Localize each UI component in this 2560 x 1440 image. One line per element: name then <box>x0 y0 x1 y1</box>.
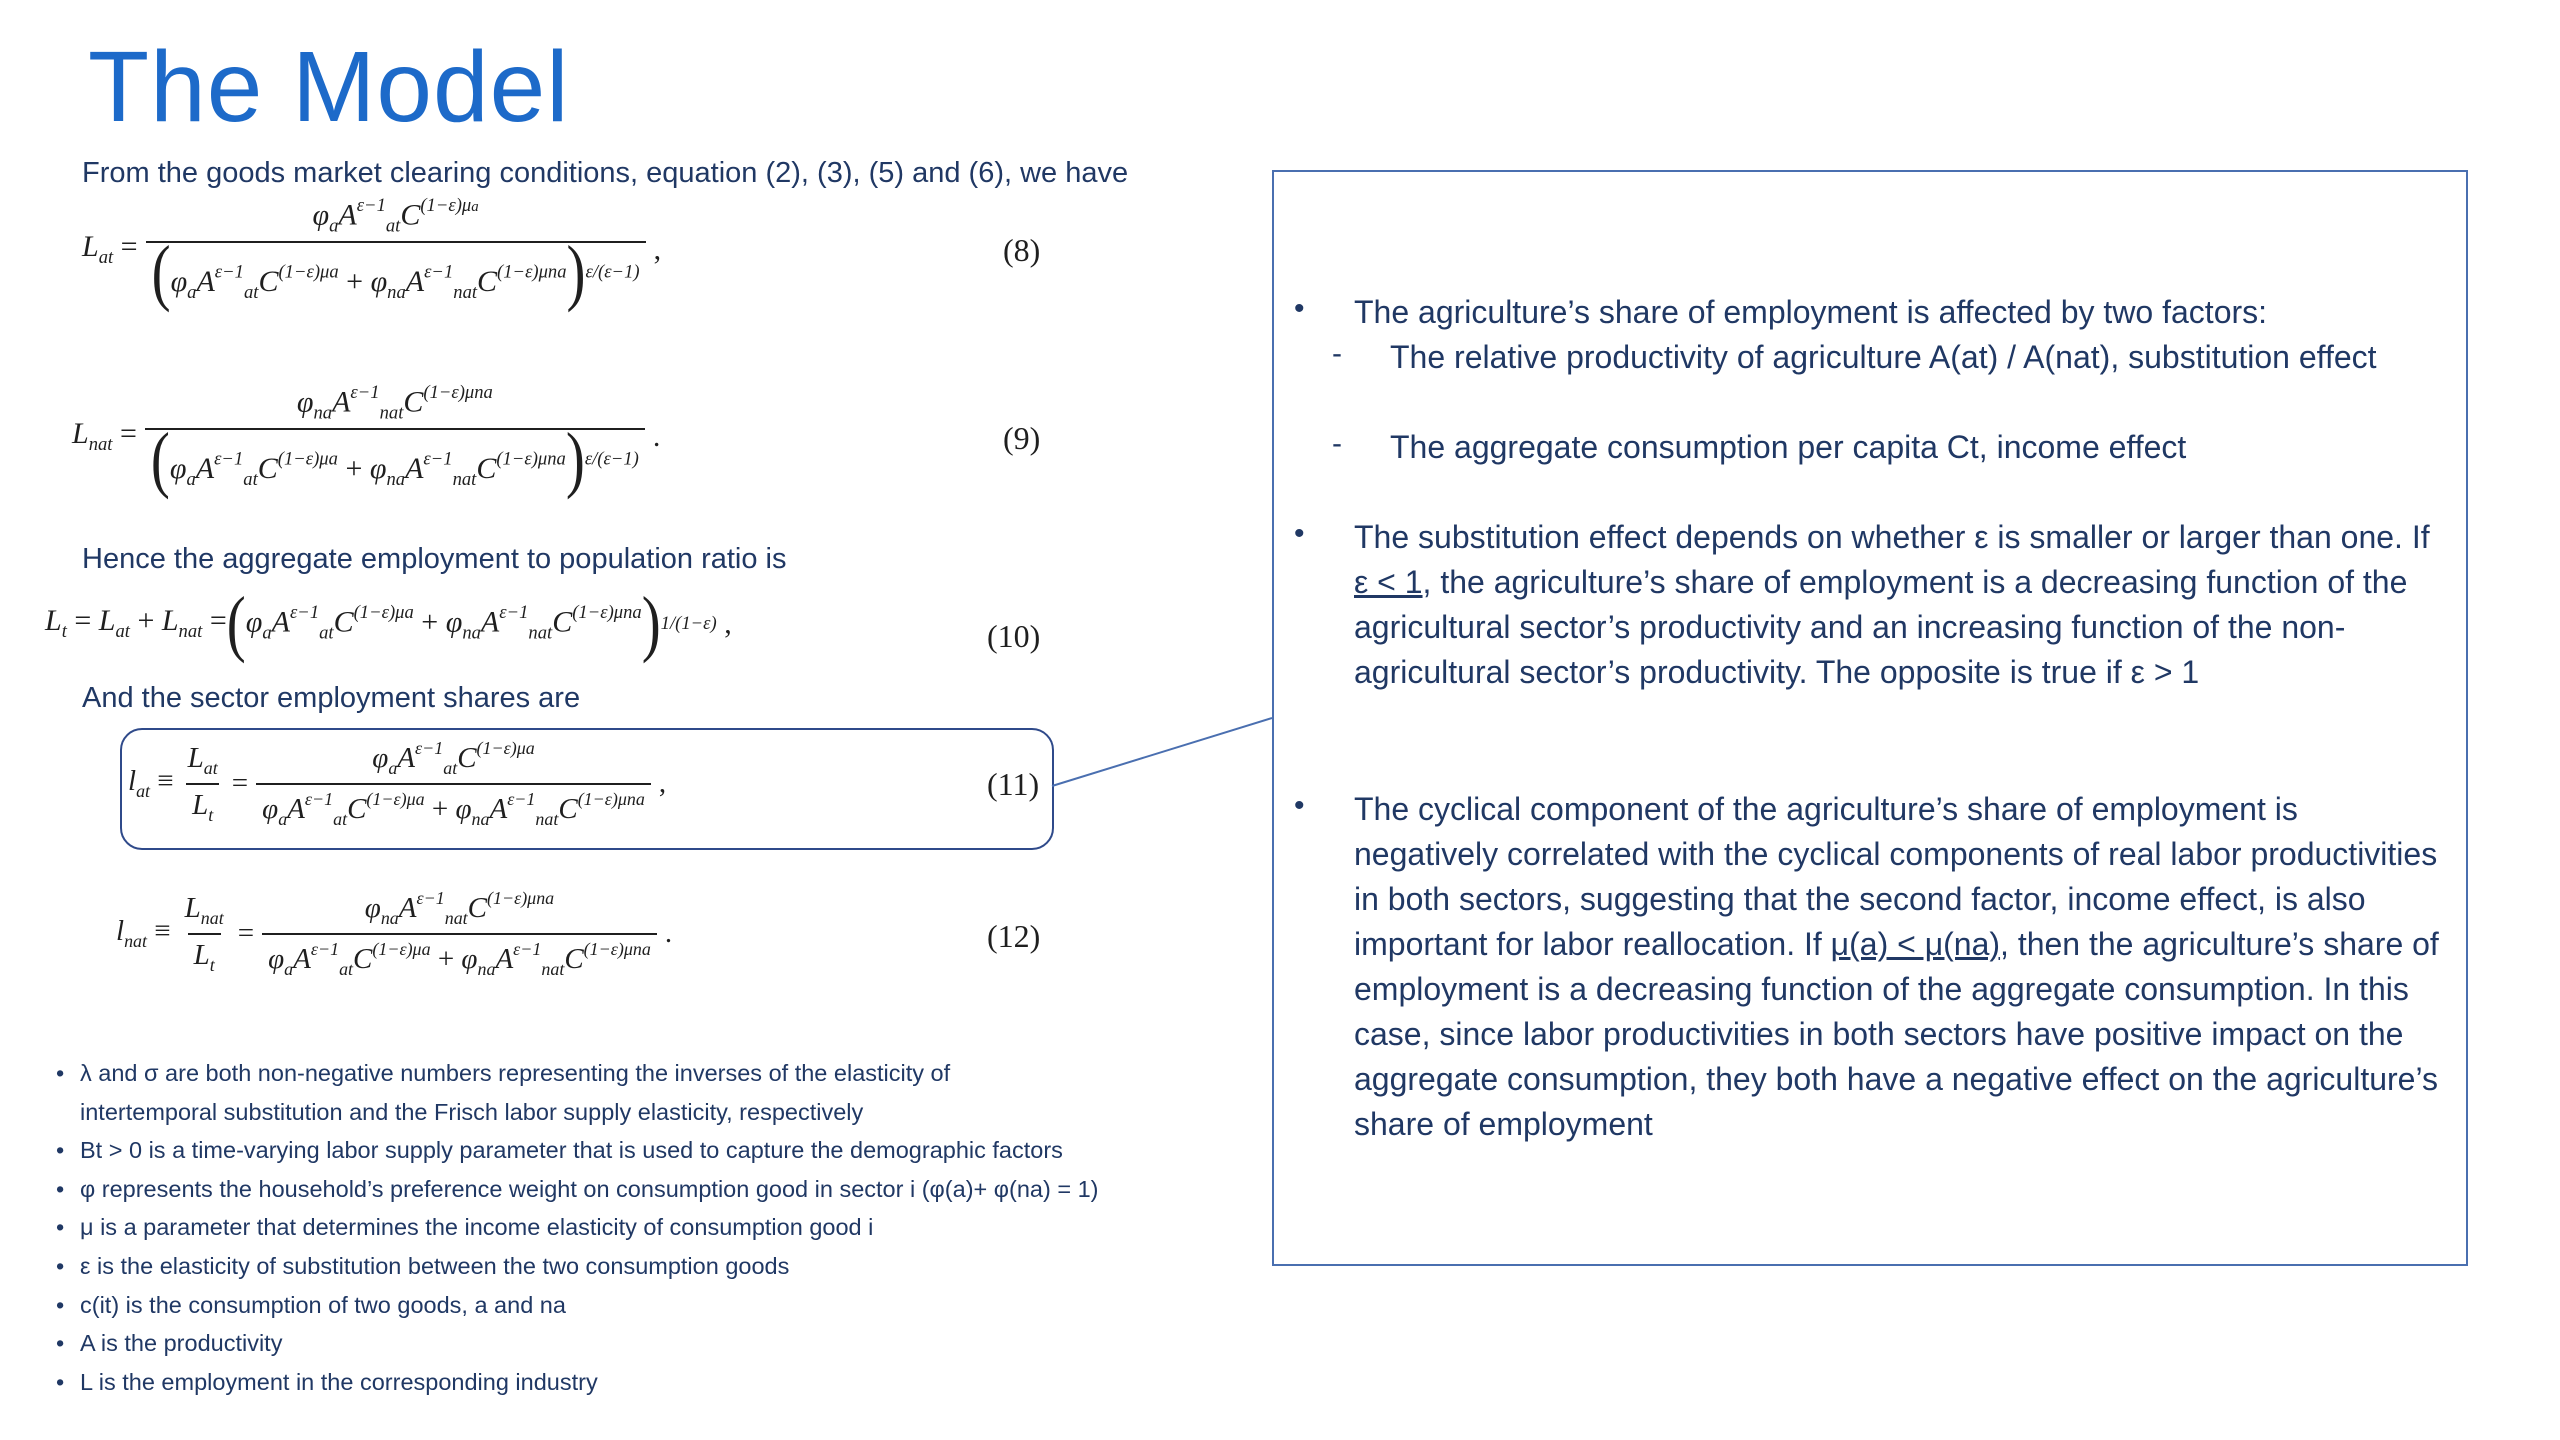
equation-11: $l_{at}$ ≡ $\frac{L_{at}}{L_t}$ = $\frac{\varphi_aA^{\varepsilon-1}_{at}C^{(1-\varepsilon)\mu a}}{\varphi_aA^{\varepsilon-1}_{at}C^{(1-\varepsilon)\mu a} + \varphi_{na}A^{\varepsilon-1}_{nat}C^{(1-\varepsilon)\mu na}}$ , <box>128 738 667 829</box>
equation-8: $L_{at}$ = $\frac{\varphi_aA^{\varepsilon-1}_{at}C^{(1-\varepsilon)\mu a}}{(\varphi_aA^{\varepsilon-1}_{at}C^{(1-\varepsilon)\mu a} + \varphi_{na}A^{\varepsilon-1}_{nat}C^{(1-\varepsilon)\mu na})^{\varepsilon/(\varepsilon-1)}}$ , <box>82 195 662 314</box>
equation-12: $l_{nat}$ ≡ $\frac{L_{nat}}{L_t}$ = $\frac{\varphi_{na}A^{\varepsilon-1}_{nat}C^{(1-\varepsilon)\mu na}}{\varphi_aA^{\varepsilon-1}_{at}C^{(1-\varepsilon)\mu a} + \varphi_{na}A^{\varepsilon-1}_{nat}C^{(1-\varepsilon)\mu na}}$ . <box>116 888 673 979</box>
definition-item: • A is the productivity <box>54 1324 1098 1363</box>
definition-item: • L is the employment in the corresponding industry <box>54 1363 1098 1402</box>
callout-panel: • The agriculture’s share of employment is affected by two factors: - The relative productivity of agriculture A(at) / A(nat), substitution effect - The aggregate consumption per capita Ct, income effect • The substitution effect depends on whether ε is smaller or larger than one. If ε < 1, the agriculture’s share of employment is a decreasing function of the agricultural sector’s productivity and an increasing function of the non-agricultural sector’s productivity. The opposite is true if ε > 1 • The cyclical component of the agriculture’s share of employment is negatively correlated with the cyclical components of real labor productivities in both sectors, suggesting that the second factor, income effect, is also important for labor reallocation. If μ(a) < μ(na), then the agriculture’s share of employment is a decreasing function of the aggregate consumption. In this case, since labor productivities in both sectors have positive impact on the aggregate consumption, they both have a negative effect on the agriculture’s share of employment <box>1272 170 2468 1266</box>
equation-10-tag: (10) <box>987 618 1041 654</box>
equation-10: $L_t = L_{at} + L_{nat}$ = ( $\varphi_aA^{\varepsilon-1}_{at}C^{(1-\varepsilon)\mu a} + \varphi_{na}A^{\varepsilon-1}_{nat}C^{(1-\varepsilon)\mu na}$ ) 1/(1−ε) , <box>45 582 732 665</box>
definition-item: • c(it) is the consumption of two goods, a and na <box>54 1286 1098 1325</box>
slide-title: The Model <box>88 31 570 143</box>
intro-text: From the goods market clearing conditions, equation (2), (3), (5) and (6), we have <box>82 157 1129 189</box>
definition-item: • Bt > 0 is a time-varying labor supply parameter that is used to capture the demographic factors <box>54 1131 1098 1170</box>
equation-9-tag: (9) <box>1003 420 1041 456</box>
equation-12-tag: (12) <box>987 918 1041 954</box>
shares-text: And the sector employment shares are <box>82 682 581 714</box>
equation-8-tag: (8) <box>1003 232 1041 268</box>
definition-item: • ε is the elasticity of substitution between the two consumption goods <box>54 1247 1098 1286</box>
equation-9: $L_{nat}$ = $\frac{\varphi_{na}A^{\varepsilon-1}_{nat}C^{(1-\varepsilon)\mu na}}{(\varphi_aA^{\varepsilon-1}_{at}C^{(1-\varepsilon)\mu a} + \varphi_{na}A^{\varepsilon-1}_{nat}C^{(1-\varepsilon)\mu na})^{\varepsilon/(\varepsilon-1)}}$ . <box>72 382 661 501</box>
hence-text: Hence the aggregate employment to population ratio is <box>82 543 787 575</box>
definition-item: • φ represents the household’s preference weight on consumption good in sector i (φ(a)+ φ(na) = 1) <box>54 1170 1098 1209</box>
definitions-list <box>54 1054 1098 1401</box>
definition-item: • μ is a parameter that determines the income elasticity of consumption good i <box>54 1208 1098 1247</box>
definition-item: • λ and σ are both non-negative numbers representing the inverses of the elasticity of intertemporal substitution and the Frisch labor supply elasticity, respectively <box>54 1054 1098 1131</box>
equation-11-tag: (11) <box>987 766 1040 802</box>
